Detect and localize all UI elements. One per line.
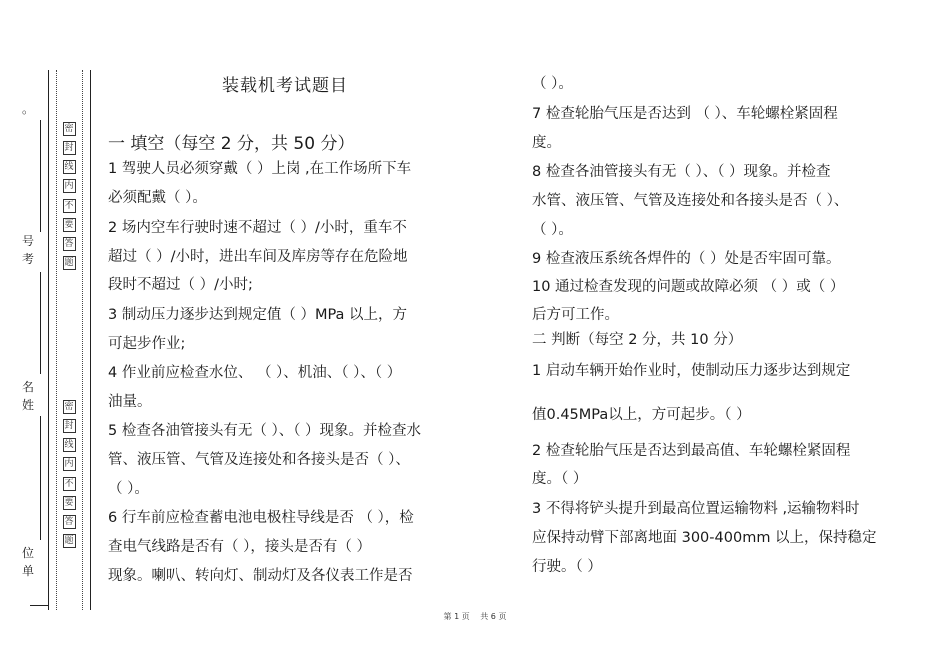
question-line: 1 启动车辆开始作业时，使制动压力逐步达到规定 xyxy=(532,363,851,379)
question-line: （ ）。 xyxy=(532,222,573,238)
question-line: 7 检查轮胎气压是否达到 （ ）、车轮螺栓紧固程 xyxy=(532,106,838,122)
seal-char: 题 xyxy=(64,535,74,546)
section-heading-true-false: 二 判断（每空 2 分，共 10 分） xyxy=(532,332,743,348)
binding-foot-rule xyxy=(30,605,48,606)
question-line: 管、液压管、气管及连接处和各接头是否（ ）、 xyxy=(108,452,410,468)
seal-notice-bottom xyxy=(57,396,81,552)
question-line: 行驶。（ ） xyxy=(532,559,602,575)
question-line: 查电气线路是否有（ ），接头是否有（ ） xyxy=(108,539,371,555)
question-line: （ ）。 xyxy=(108,481,149,497)
question-line: 度。（ ） xyxy=(532,471,588,487)
seal-char: 密 xyxy=(64,124,74,134)
seal-char: 线 xyxy=(64,440,74,451)
question-line: 10 通过检查发现的问题或故障必须 （ ）或（ ） xyxy=(532,279,845,295)
seal-char: 不 xyxy=(64,200,74,211)
question-line: 后方可工作。 xyxy=(532,307,619,323)
seal-char: 答 xyxy=(64,238,74,249)
question-line: 现象。喇叭、转向灯、制动灯及各仪表工作是否 xyxy=(108,568,413,584)
question-line: 8 检查各油管接头有无（ ）、（ ）现象。并检查 xyxy=(532,164,831,180)
seal-char: 封 xyxy=(64,421,74,432)
question-line: 9 检查液压系统各焊件的（ ）处是否牢固可靠。 xyxy=(532,251,841,267)
question-line: 超过（ ）/小时，进出车间及库房等存在危险地 xyxy=(108,249,408,265)
seal-char: 密 xyxy=(64,402,74,412)
seal-char: 要 xyxy=(64,497,74,508)
binding-line-outer xyxy=(48,70,49,610)
question-line: 值0.45MPa以上，方可起步。（ ） xyxy=(532,407,751,423)
question-line: 6 行车前应检查蓄电池电极柱导线是否 （ ），检 xyxy=(108,510,414,526)
seal-char: 答 xyxy=(64,516,74,527)
question-line: 2 检查轮胎气压是否达到最高值、车轮螺栓紧固程 xyxy=(532,443,851,459)
question-line: 4 作业前应检查水位、 （ ）、机油、（ ）、（ ） xyxy=(108,365,402,381)
name-rule xyxy=(40,272,41,374)
binding-dotted-right xyxy=(82,70,83,610)
exam-no-label: 号考 xyxy=(21,234,34,266)
unit-label: 位单 xyxy=(21,546,34,578)
page-footer: 第 1 页 共 6 页 xyxy=(443,612,507,621)
question-line: 段时不超过（ ）/小时; xyxy=(108,277,253,293)
binding-line-inner xyxy=(90,70,91,610)
question-line: 必须配戴（ ）。 xyxy=(108,190,207,206)
question-line: （ ）。 xyxy=(532,76,573,92)
question-line: 度。 xyxy=(532,135,561,151)
page-title: 装载机考试题目 xyxy=(222,76,348,96)
name-label: 名姓 xyxy=(21,380,34,412)
question-line: 2 场内空车行驶时速不超过（ ）/小时，重车不 xyxy=(108,220,407,236)
question-line: 1 驾驶人员必须穿戴（ ）上岗 ,在工作场所下车 xyxy=(108,161,412,177)
seal-char: 内 xyxy=(64,459,74,470)
exam-no-rule xyxy=(40,120,41,232)
seal-char: 要 xyxy=(64,219,74,230)
unit-rule xyxy=(40,416,41,540)
seal-char: 不 xyxy=(64,478,74,489)
seal-char: 内 xyxy=(64,181,74,192)
question-line: 应保持动臂下部离地面 300-400mm 以上，保持稳定 xyxy=(532,530,877,546)
question-line: 3 不得将铲头提升到最高位置运输物料 ,运输物料时 xyxy=(532,501,860,517)
question-line: 3 制动压力逐步达到规定值（ ）MPa 以上，方 xyxy=(108,307,408,323)
seal-char: 封 xyxy=(64,143,74,154)
section-heading-fill-blank: 一 填空（每空 2 分，共 50 分） xyxy=(108,134,355,154)
question-line: 油量。 xyxy=(108,394,152,410)
question-line: 水管、液压管、气管及连接处和各接头是否（ ）、 xyxy=(532,193,849,209)
question-line: 5 检查各油管接头有无（ ）、（ ）现象。并检查水 xyxy=(108,423,422,439)
question-line: 可起步作业; xyxy=(108,336,186,352)
seal-notice-top xyxy=(57,118,81,274)
seal-char: 题 xyxy=(64,257,74,268)
margin-dot: 。 xyxy=(22,102,35,116)
seal-char: 线 xyxy=(64,162,74,173)
